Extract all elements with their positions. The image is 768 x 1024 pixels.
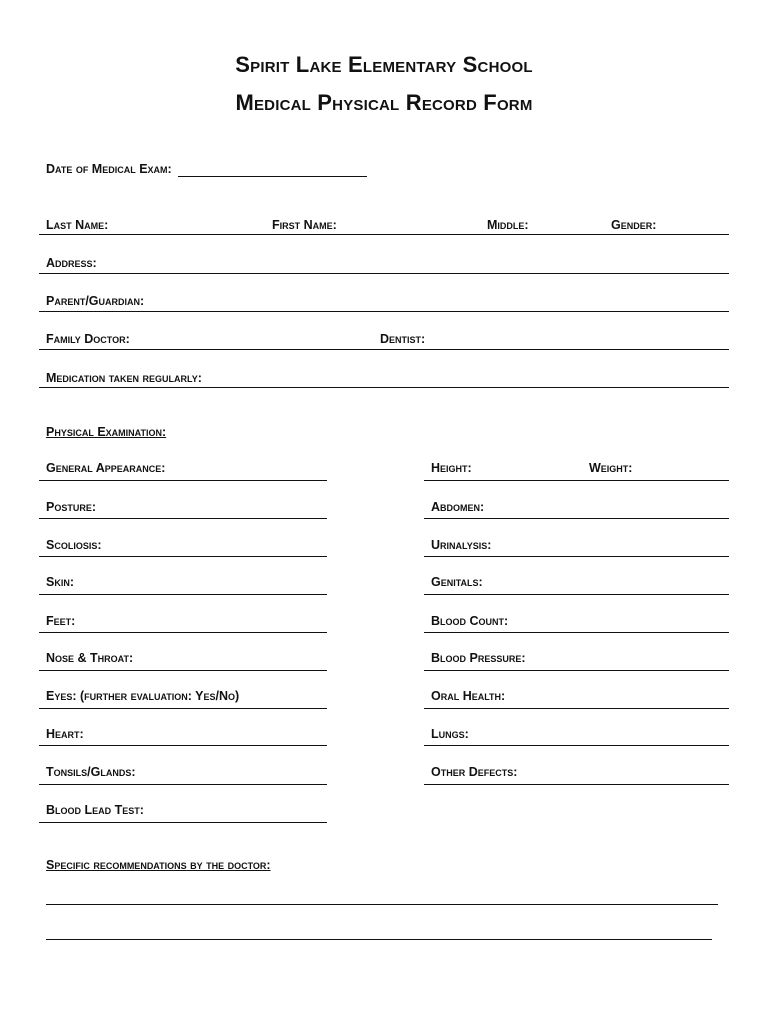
school-name-title: Spirit Lake Elementary School <box>235 52 533 77</box>
doctor-dentist-field[interactable] <box>39 349 729 350</box>
medication-field[interactable] <box>39 387 729 388</box>
oral-health-label: Oral Health: <box>431 689 506 703</box>
first-name-label: First Name: <box>272 218 337 232</box>
oral-health-field[interactable] <box>424 708 729 709</box>
eyes-field[interactable] <box>39 708 327 709</box>
abdomen-field[interactable] <box>424 518 729 519</box>
genitals-label: Genitals: <box>431 575 483 589</box>
posture-field[interactable] <box>39 518 327 519</box>
heart-label: Heart: <box>46 727 84 741</box>
other-defects-label: Other Defects: <box>431 765 518 779</box>
blood-lead-test-field[interactable] <box>39 822 327 823</box>
physical-exam-heading: Physical Examination: <box>46 425 167 439</box>
gender-label: Gender: <box>611 218 657 232</box>
blood-count-label: Blood Count: <box>431 614 509 628</box>
recommendations-line-2[interactable] <box>46 939 712 940</box>
address-label: Address: <box>46 256 97 270</box>
lungs-field[interactable] <box>424 745 729 746</box>
genitals-field[interactable] <box>424 594 729 595</box>
blood-count-field[interactable] <box>424 632 729 633</box>
address-field[interactable] <box>39 273 729 274</box>
skin-field[interactable] <box>39 594 327 595</box>
general-appearance-label: General Appearance: <box>46 461 166 475</box>
exam-date-label: Date of Medical Exam: <box>46 162 172 176</box>
tonsils-glands-field[interactable] <box>39 784 327 785</box>
parent-guardian-label: Parent/Guardian: <box>46 294 145 308</box>
weight-label: Weight: <box>589 461 633 475</box>
blood-pressure-field[interactable] <box>424 670 729 671</box>
height-weight-field[interactable] <box>424 480 729 481</box>
lungs-label: Lungs: <box>431 727 469 741</box>
name-row-field[interactable] <box>39 234 729 235</box>
other-defects-field[interactable] <box>424 784 729 785</box>
heart-field[interactable] <box>39 745 327 746</box>
feet-label: Feet: <box>46 614 76 628</box>
scoliosis-label: Scoliosis: <box>46 538 102 552</box>
nose-throat-field[interactable] <box>39 670 327 671</box>
abdomen-label: Abdomen: <box>431 500 485 514</box>
blood-pressure-label: Blood Pressure: <box>431 651 526 665</box>
blood-lead-test-label: Blood Lead Test: <box>46 803 144 817</box>
form-title: Medical Physical Record Form <box>235 90 533 115</box>
family-doctor-label: Family Doctor: <box>46 332 130 346</box>
dentist-label: Dentist: <box>380 332 426 346</box>
feet-field[interactable] <box>39 632 327 633</box>
urinalysis-label: Urinalysis: <box>431 538 492 552</box>
recommendations-heading: Specific recommendations by the doctor: <box>46 858 271 872</box>
tonsils-glands-label: Tonsils/Glands: <box>46 765 136 779</box>
middle-name-label: Middle: <box>487 218 529 232</box>
parent-guardian-field[interactable] <box>39 311 729 312</box>
scoliosis-field[interactable] <box>39 556 327 557</box>
exam-date-field[interactable] <box>178 176 367 177</box>
skin-label: Skin: <box>46 575 74 589</box>
medication-label: Medication taken regularly: <box>46 371 202 385</box>
height-label: Height: <box>431 461 472 475</box>
posture-label: Posture: <box>46 500 97 514</box>
recommendations-line-1[interactable] <box>46 904 718 905</box>
general-appearance-field[interactable] <box>39 480 327 481</box>
last-name-label: Last Name: <box>46 218 109 232</box>
eyes-label: Eyes: (further evaluation: Yes/No) <box>46 689 240 703</box>
nose-throat-label: Nose & Throat: <box>46 651 134 665</box>
urinalysis-field[interactable] <box>424 556 729 557</box>
